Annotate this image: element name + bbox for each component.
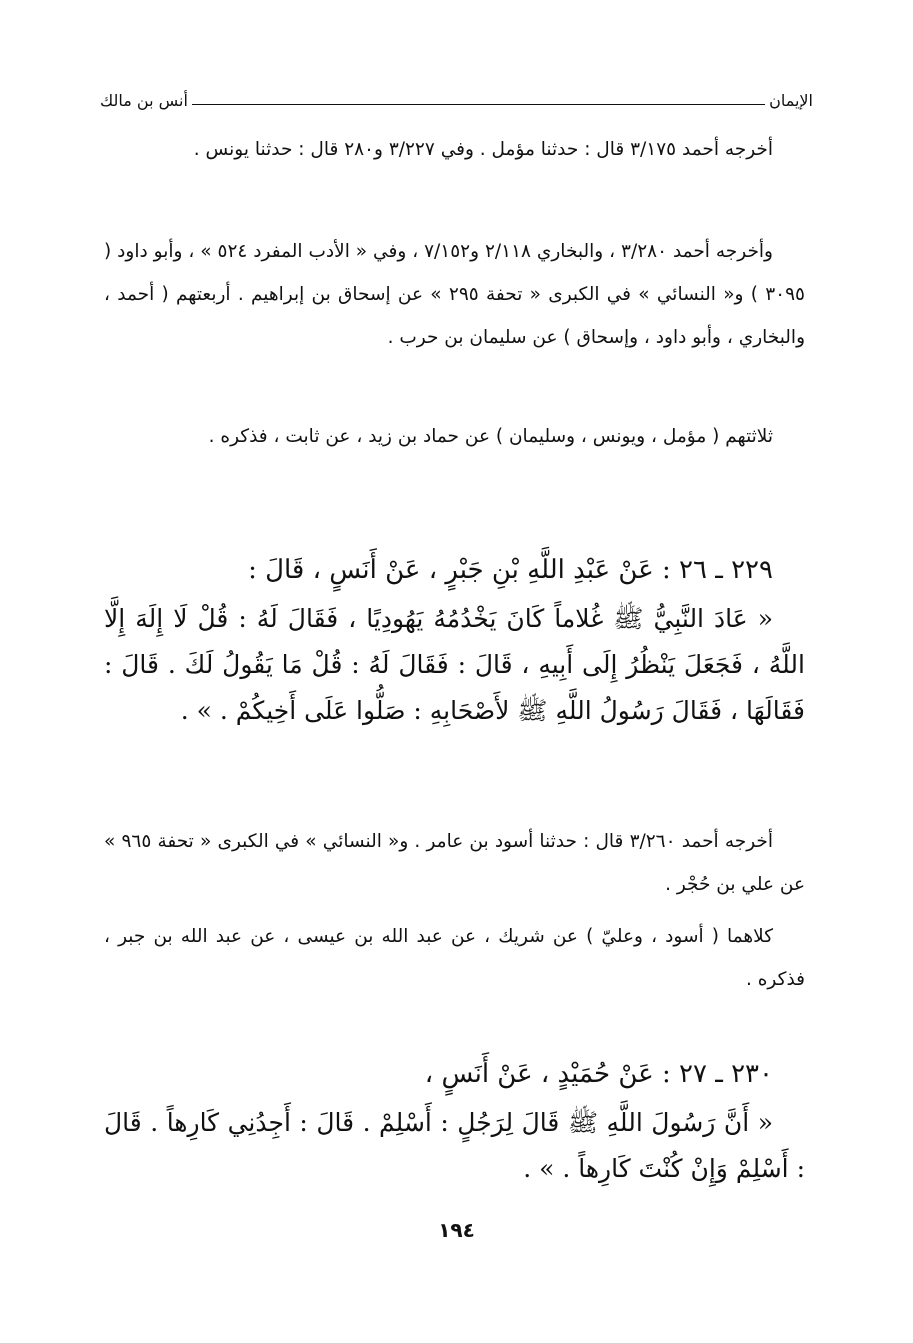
header-rule [192,104,765,105]
running-header [100,82,813,110]
hadith-230-heading: ٢٣٠ ـ ٢٧ : عَنْ حُمَيْدٍ ، عَنْ أَنَسٍ ، [424,1059,773,1089]
hadith-229-heading: ٢٢٩ ـ ٢٦ : عَنْ عَبْدِ اللَّهِ بْنِ جَبْرٍ ، عَنْ أَنَسٍ ، قَالَ : [248,555,773,585]
chapter-title: الإيمان [769,91,813,110]
paragraph-source-3: ثلاثتهم ( مؤمل ، ويونس ، وسليمان ) عن حماد بن زيد ، عن ثابت ، فذكره . [208,426,773,447]
hadith-230-text: « أَنَّ رَسُولَ اللَّهِ ﷺ قَالَ لِرَجُلٍ : أَسْلِمْ . قَالَ : أَجِدُنِي كَارِهاً . قَالَ : أَسْلِمْ وَإِنْ كُنْتَ كَارِهاً . » . [104,1108,805,1183]
narrator-title: أنس بن مالك [100,91,188,110]
paragraph-source-4: أخرجه أحمد ٣/٢٦٠ قال : حدثنا أسود بن عامر . و« النسائي » في الكبرى « تحفة ٩٦٥ » عن علي بن حُجْر . [104,831,805,895]
paragraph-source-1: أخرجه أحمد ٣/١٧٥ قال : حدثنا مؤمل . وفي ٣/٢٢٧ و٢٨٠ قال : حدثنا يونس . [193,139,773,160]
paragraph-source-5: كلاهما ( أسود ، وعليّ ) عن شريك ، عن عبد الله بن عيسى ، عن عبد الله بن جبر ، فذكره . [104,926,805,990]
paragraph-source-2: وأخرجه أحمد ٣/٢٨٠ ، والبخاري ٢/١١٨ و٧/١٥٢ ، وفي « الأدب المفرد ٥٢٤ » ، وأبو داود ( ٣٠٩٥ ) و« النسائي » في الكبرى « تحفة ٢٩٥ » عن إسحاق بن إبراهيم . أربعتهم ( أحمد ، والبخاري ، وأبو داود ، وإسحاق ) عن سليمان بن حرب . [104,241,805,348]
page-number: ١٩٤ [438,1218,475,1242]
hadith-229-text: « عَادَ النَّبِيُّ ﷺ غُلاماً كَانَ يَخْدُمُهُ يَهُودِيًا ، فَقَالَ لَهُ : قُلْ لَا إِلَهَ إِلَّا اللَّهُ ، فَجَعَلَ يَنْظُرُ إِلَى أَبِيهِ ، قَالَ : فَقَالَ لَهُ : قُلْ مَا يَقُولُ لَكَ . قَالَ : فَقَالَهَا ، فَقَالَ رَسُولُ اللَّهِ ﷺ لأَصْحَابِهِ : صَلُّوا عَلَى أَخِيكُمْ . » . [104,604,805,725]
